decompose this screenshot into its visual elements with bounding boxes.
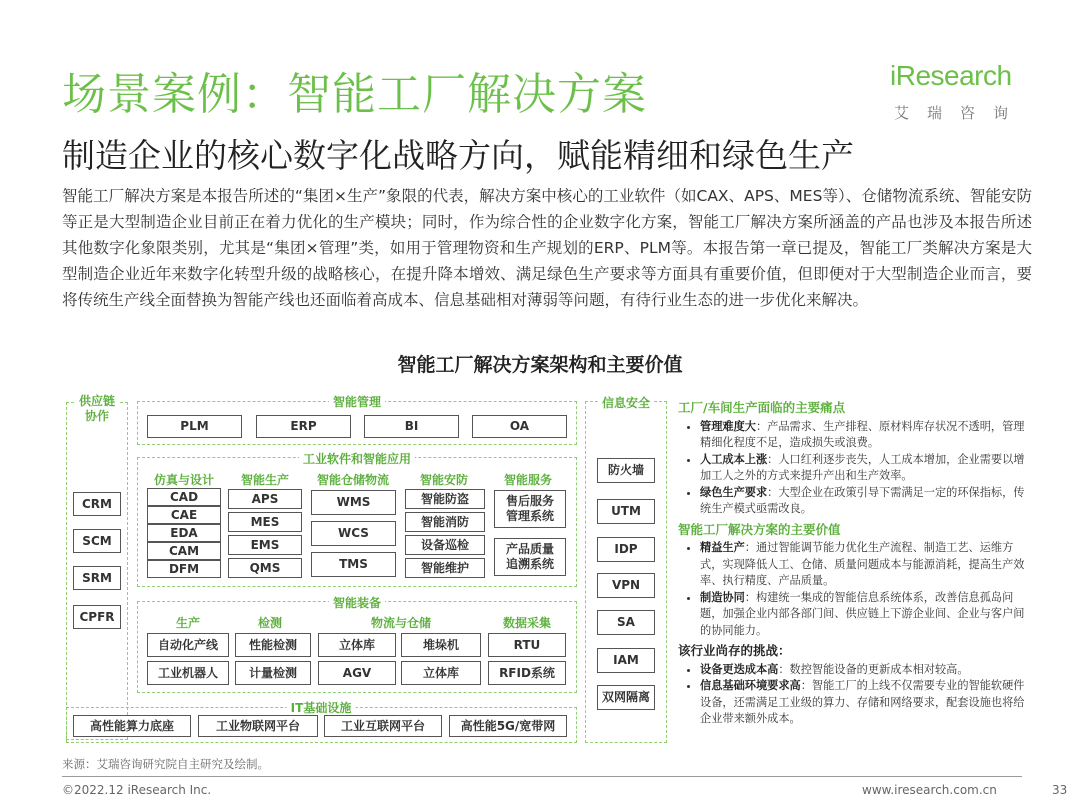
pain-points-list [678,419,1028,518]
smart-mgmt-label: 智能管理 [329,393,385,410]
aps-box: APS [228,489,302,509]
crm-box: CRM [73,492,121,516]
item-heading: 精益生产 [700,541,745,554]
firewall-box: 防火墙 [597,458,655,483]
challenges-list [678,662,1028,728]
sa-box: SA [597,610,655,635]
plm-box: PLM [147,415,242,438]
item-text: ：通过智能调节能力优化生产流程、制造工艺、运维方式，实现降低人工、仓储、质量问题成本与能源消耗，提高生产效率、执行精度、产品质量。 [700,541,1025,587]
industrial-robot-box: 工业机器人 [147,661,229,685]
wcs-box: WCS [311,521,396,546]
iresearch-logo [890,60,1030,130]
rfid-box: RFID系统 [488,661,566,685]
iot-platform-box: 工业物联网平台 [198,715,318,737]
item-text: ：产品需求、生产排程、原材料库存状况不透明，管理精细化程度不足，造成损失或浪费。 [700,419,1025,449]
list-item [700,419,1028,452]
mes-box: MES [228,512,302,532]
page-title: 场景案例：智能工厂解决方案 [62,69,647,120]
industrial-sw-label: 工业软件和智能应用 [299,450,415,467]
list-item [700,662,1028,679]
list-item [700,590,1028,640]
list-item [700,678,1028,728]
pain-points-title: 工厂/车间生产面临的主要痛点 [678,400,846,415]
wms-box: WMS [311,490,396,515]
anti-theft-box: 智能防盗 [405,489,485,509]
fire-control-box: 智能消防 [405,512,485,532]
eq-col-data: 数据采集 [502,616,552,630]
equipment-label: 智能装备 [329,594,385,611]
item-heading: 管理难度大 [700,419,756,433]
smart-service-label: 智能服务 [503,473,553,487]
automation-line-box: 自动化产线 [147,633,229,657]
stacker-box: 堆垛机 [401,633,481,657]
smart-security-label: 智能安防 [419,473,469,487]
value-panel [678,400,1028,732]
copyright: ©2022.12 iResearch Inc. [62,783,212,797]
bi-box: BI [364,415,459,438]
item-heading: 信息基础环境要求高 [700,679,801,692]
dual-network-box: 双网隔离 [597,685,655,710]
smart-production-label: 智能生产 [240,473,290,487]
info-security-label: 信息安全 [598,394,654,411]
internet-platform-box: 工业互联网平台 [324,715,442,737]
sim-design-label: 仿真与设计 [153,473,215,487]
agv-box: AGV [318,661,396,685]
intro-paragraph: 智能工厂解决方案是本报告所述的“集团×生产”象限的代表，解决方案中核心的工业软件（如CAX、APS、MES等）、仓储物流系统、智能安防等正是大型制造企业目前正在着力优化的生产模块；同时，作为综合性的企业数字化方案，智能工厂解决方案所涵盖的产品也涉及本报告所述其他数字化象限类别，尤其是“集团×管理”类，如用于管理物资和生产规划的ERP、PLM等。本报告第一章已提及，智能工厂类解决方案是大型制造企业近年来数字化转型升级的战略核心，在提升降本增效、满足绿色生产要求等方面具有重要价值，但即便对于大型制造企业而言，要将传统生产线全面替换为智能产线也还面临着高成本、信息基础相对薄弱等问题，有待行业生态的进一步优化来解决。 [62,187,1032,309]
qms-box: QMS [228,558,302,578]
list-item [700,485,1028,518]
stereo-warehouse-box: 立体库 [318,633,396,657]
erp-box: ERP [256,415,351,438]
quality-trace-box: 产品质量 追溯系统 [494,538,566,576]
item-text: ：人口红利逐步丧失，人工成本增加，企业需要以增加工人之外的方式来提升产出和生产效率。 [700,452,1025,482]
item-text: ：大型企业在政策引导下需满足一定的环保指标，传统生产模式亟需改良。 [700,485,1025,515]
supply-chain-label [75,394,119,424]
5g-network-box: 高性能5G/宽带网 [449,715,567,737]
diagram-title: 智能工厂解决方案架构和主要价值 [397,354,683,376]
metrology-box: 计量检测 [235,661,311,685]
eda-box: EDA [147,524,221,542]
main-value-list [678,540,1028,639]
performance-test-box: 性能检测 [235,633,311,657]
supply-chain-label-line1: 供应链 [78,394,115,408]
utm-box: UTM [597,499,655,524]
smart-warehouse-label: 智能仓储物流 [316,473,390,487]
source-note: 来源：艾瑞咨询研究院自主研究及绘制。 [62,757,269,771]
logo-chinese: 艾瑞咨询 [894,104,1027,122]
item-text: ：数控智能设备的更新成本相对较高。 [778,662,969,676]
computing-base-box: 高性能算力底座 [73,715,191,737]
page-number: 33 [1052,783,1068,797]
smart-maintenance-box: 智能维护 [405,558,485,578]
item-heading: 制造协同 [700,590,745,604]
item-heading: 设备更迭成本高 [700,662,779,676]
ems-box: EMS [228,535,302,555]
item-heading: 绿色生产要求 [700,485,768,499]
main-value-title: 智能工厂解决方案的主要价值 [678,521,841,537]
iam-box: IAM [597,648,655,673]
eq-col-production: 生产 [175,616,201,630]
list-item [700,452,1028,485]
vpn-box: VPN [597,573,655,598]
stereo-warehouse-2-box: 立体库 [401,661,481,685]
item-heading: 人工成本上涨 [700,452,768,466]
list-item [700,540,1028,590]
it-infra-label: IT基础设施 [287,699,356,716]
idp-box: IDP [597,537,655,562]
supply-chain-label-line2: 协作 [84,409,109,423]
srm-box: SRM [73,566,121,590]
oa-box: OA [472,415,567,438]
challenges-title: 该行业尚存的挑战： [678,643,791,658]
page-subtitle: 制造企业的核心数字化战略方向，赋能精细和绿色生产 [62,136,854,175]
eq-col-inspection: 检测 [257,616,283,630]
equipment-inspection-box: 设备巡检 [405,535,485,555]
scm-box: SCM [73,529,121,553]
website-link[interactable]: www.iresearch.com.cn [862,783,997,797]
cae-box: CAE [147,506,221,524]
eq-col-logistics: 物流与仓储 [370,616,432,630]
logo-wordmark: iResearch [890,60,1012,91]
item-text: ：智能工厂的上线不仅需要专业的智能软硬件设备，还需满足工业级的算力、存储和网络要求，配套设施也将给企业带来额外成本。 [700,679,1025,725]
item-text: ：构建统一集成的智能信息系统体系，改善信息孤岛问题，加强企业内部各部门间、供应链上下游企业间、企业与客户间的协同能力。 [700,590,1025,637]
footer-divider [62,776,1022,777]
rtu-box: RTU [488,633,566,657]
cad-box: CAD [147,488,221,506]
tms-box: TMS [311,552,396,577]
cpfr-box: CPFR [73,605,121,629]
after-sales-box: 售后服务 管理系统 [494,490,566,528]
dfm-box: DFM [147,560,221,578]
cam-box: CAM [147,542,221,560]
